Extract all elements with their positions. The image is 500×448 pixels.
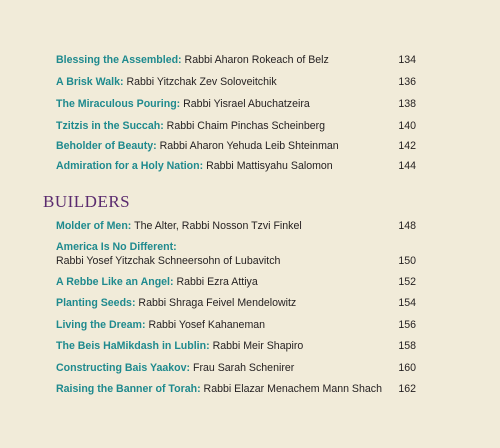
entry-subject: Rabbi Meir Shapiro bbox=[212, 340, 304, 352]
entry-page-number: 142 bbox=[398, 140, 416, 152]
entry-title: Molder of Men: bbox=[56, 220, 132, 232]
entry-page-number: 156 bbox=[398, 319, 416, 331]
entry-page-number: 162 bbox=[398, 383, 416, 395]
entry-page-number: 136 bbox=[398, 76, 416, 88]
toc-entry[interactable] bbox=[56, 119, 416, 133]
toc-entry[interactable] bbox=[56, 318, 416, 332]
entry-subject: Rabbi Yitzchak Zev Soloveitchik bbox=[126, 76, 277, 88]
entry-page-number: 144 bbox=[398, 160, 416, 172]
toc-entry[interactable] bbox=[56, 97, 416, 111]
entry-title: A Brisk Walk: bbox=[56, 76, 124, 88]
entry-title: A Rebbe Like an Angel: bbox=[56, 276, 174, 288]
entry-title: The Miraculous Pouring: bbox=[56, 98, 181, 110]
entry-page-number: 134 bbox=[398, 54, 416, 66]
entry-page-number: 148 bbox=[398, 220, 416, 232]
entry-subject: Rabbi Yosef Yitzchak Schneersohn of Lubavitch bbox=[56, 255, 281, 267]
entry-page-number: 154 bbox=[398, 297, 416, 309]
toc-entry[interactable] bbox=[56, 361, 416, 375]
section-heading: BUILDERS bbox=[43, 192, 131, 211]
toc-entry[interactable] bbox=[56, 275, 416, 289]
entry-subject: Rabbi Ezra Attiya bbox=[176, 276, 258, 288]
entry-title: Admiration for a Holy Nation: bbox=[56, 160, 204, 172]
entry-title: Raising the Banner of Torah: bbox=[56, 383, 201, 395]
toc-entry[interactable] bbox=[56, 159, 416, 173]
entry-subject: The Alter, Rabbi Nosson Tzvi Finkel bbox=[134, 220, 302, 232]
toc-entry[interactable] bbox=[56, 53, 416, 67]
entry-title: Living the Dream: bbox=[56, 319, 146, 331]
entry-subject: Rabbi Aharon Rokeach of Belz bbox=[184, 54, 329, 66]
entry-subject: Rabbi Chaim Pinchas Scheinberg bbox=[166, 120, 326, 132]
toc-entry[interactable] bbox=[56, 240, 416, 268]
entry-subject: Rabbi Elazar Menachem Mann Shach bbox=[203, 383, 382, 395]
toc-entry[interactable] bbox=[56, 382, 416, 396]
entry-page-number: 150 bbox=[398, 255, 416, 267]
toc-entry[interactable] bbox=[56, 219, 416, 233]
entry-subject: Rabbi Yosef Kahaneman bbox=[148, 319, 266, 331]
entry-page-number: 152 bbox=[398, 276, 416, 288]
entry-title: America Is No Different: bbox=[56, 241, 177, 253]
entry-title: The Beis HaMikdash in Lublin: bbox=[56, 340, 210, 352]
entry-page-number: 140 bbox=[398, 120, 416, 132]
entry-subject: Rabbi Shraga Feivel Mendelowitz bbox=[138, 297, 297, 309]
toc-entry[interactable] bbox=[56, 75, 416, 89]
entry-page-number: 160 bbox=[398, 362, 416, 374]
entry-title: Blessing the Assembled: bbox=[56, 54, 182, 66]
toc-entry[interactable] bbox=[56, 139, 416, 153]
entry-title: Planting Seeds: bbox=[56, 297, 136, 309]
entry-page-number: 138 bbox=[398, 98, 416, 110]
entry-subject: Rabbi Aharon Yehuda Leib Shteinman bbox=[159, 140, 339, 152]
entry-title: Tzitzis in the Succah: bbox=[56, 120, 164, 132]
entry-page-number: 158 bbox=[398, 340, 416, 352]
toc-entry[interactable] bbox=[56, 339, 416, 353]
entry-subject: Rabbi Mattisyahu Salomon bbox=[206, 160, 333, 172]
entry-title: Beholder of Beauty: bbox=[56, 140, 157, 152]
entry-subject: Rabbi Yisrael Abuchatzeira bbox=[183, 98, 310, 110]
entry-title: Constructing Bais Yaakov: bbox=[56, 362, 191, 374]
toc-entry[interactable] bbox=[56, 296, 416, 310]
entry-subject: Frau Sarah Schenirer bbox=[192, 362, 295, 374]
